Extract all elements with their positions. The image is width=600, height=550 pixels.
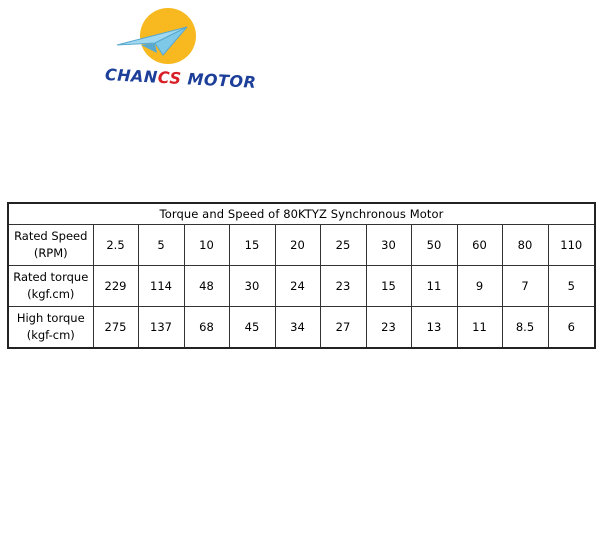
table-cell: 45: [229, 307, 275, 349]
table-caption-row: [8, 203, 595, 225]
table-cell: 30: [229, 266, 275, 307]
logo-brand-main: CHAN: [104, 65, 159, 87]
table-cell: 60: [457, 225, 502, 266]
row-label-line2: (kgf.cm): [27, 287, 75, 301]
table-cell: 15: [366, 266, 411, 307]
table-cell: 8.5: [502, 307, 548, 349]
row-label-line1: High torque: [16, 311, 85, 325]
table-cell: 6: [548, 307, 595, 349]
logo-graphic: [95, 5, 235, 75]
table-caption: Torque and Speed of 80KTYZ Synchronous Motor: [8, 203, 595, 225]
table-cell: 34: [275, 307, 320, 349]
table-cell: 7: [502, 266, 548, 307]
table-row-rated-torque: [8, 266, 595, 307]
table-cell: 80: [502, 225, 548, 266]
table-cell: 11: [457, 307, 502, 349]
table-cell: 9: [457, 266, 502, 307]
table-cell: 110: [548, 225, 595, 266]
row-label-line1: Rated torque: [13, 270, 89, 284]
table-cell: 137: [138, 307, 184, 349]
row-label: [8, 225, 93, 266]
table-cell: 25: [320, 225, 366, 266]
row-label-line2: (kgf-cm): [26, 328, 75, 342]
row-label: [8, 307, 93, 349]
table-cell: 11: [411, 266, 457, 307]
table-cell: 10: [184, 225, 229, 266]
table-cell: 5: [548, 266, 595, 307]
table-row-high-torque: [8, 307, 595, 349]
logo-brand-suffix: MOTOR: [181, 69, 257, 92]
table-cell: 20: [275, 225, 320, 266]
row-label-line1: Rated Speed: [14, 229, 88, 243]
table-cell: 50: [411, 225, 457, 266]
logo-brand-accent: CS: [157, 67, 183, 88]
table-cell: 13: [411, 307, 457, 349]
table-cell: 23: [366, 307, 411, 349]
table-cell: 2.5: [93, 225, 138, 266]
torque-speed-table: [7, 202, 596, 349]
row-label: [8, 266, 93, 307]
table-cell: 23: [320, 266, 366, 307]
table-cell: 15: [229, 225, 275, 266]
brand-logo: [95, 5, 257, 95]
table-cell: 68: [184, 307, 229, 349]
table-cell: 48: [184, 266, 229, 307]
table-cell: 229: [93, 266, 138, 307]
table-cell: 114: [138, 266, 184, 307]
table-cell: 27: [320, 307, 366, 349]
table-cell: 24: [275, 266, 320, 307]
table-cell: 30: [366, 225, 411, 266]
row-label-line2: (RPM): [33, 246, 68, 260]
table-cell: 275: [93, 307, 138, 349]
table-row-rated-speed: [8, 225, 595, 266]
table-cell: 5: [138, 225, 184, 266]
